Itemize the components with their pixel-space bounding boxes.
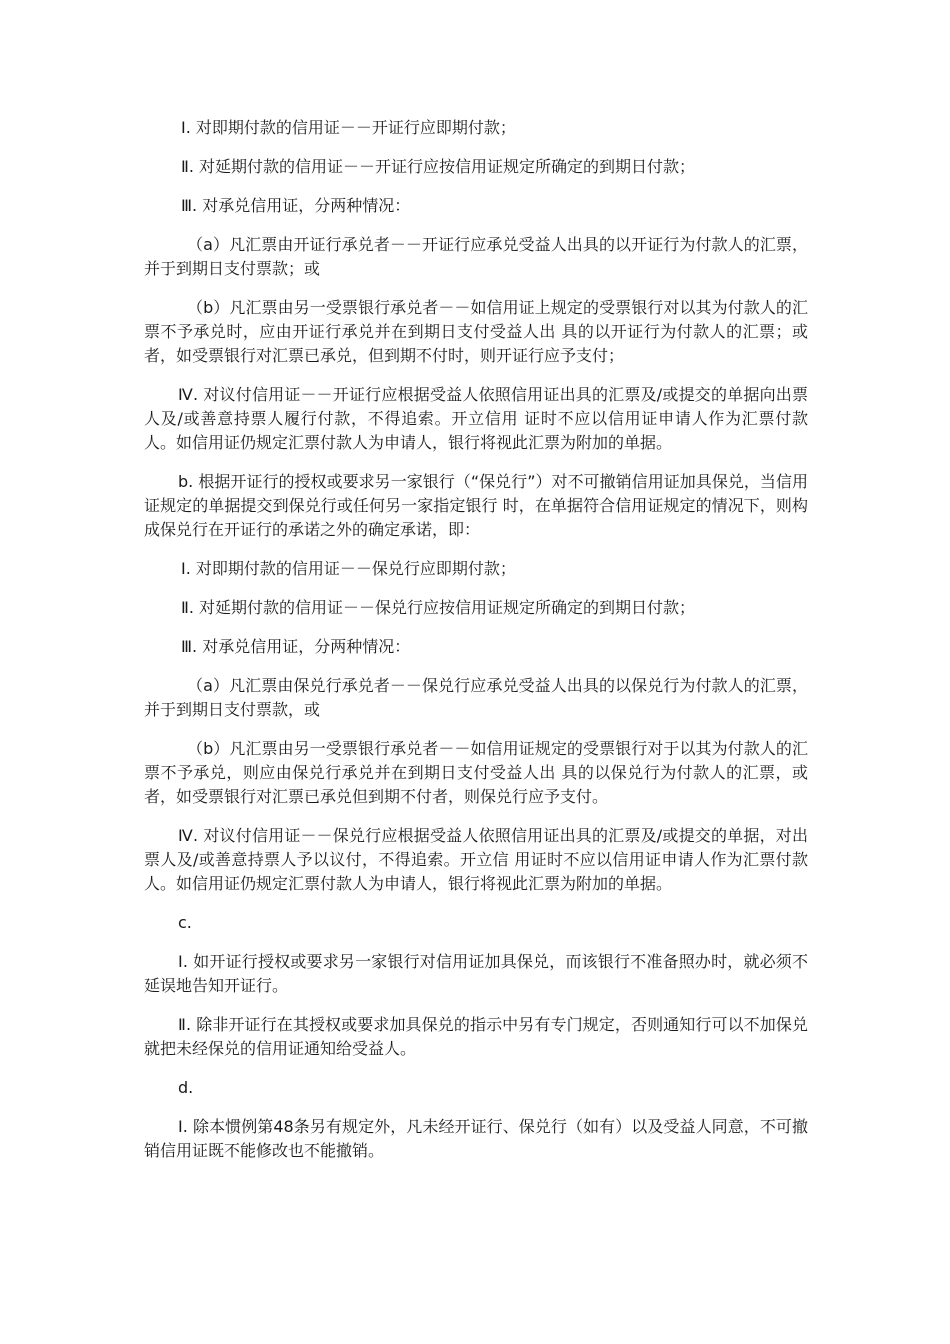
- paragraph-5: （b）凡汇票由另一受票银行承兑者－－如信用证上规定的受票银行对以其为付款人的汇票不予承兑时，应由开证行承兑并在到期日支付受益人出 具的以开证行为付款人的汇票；或者，如受票银行对汇票已承兑，但到期不付时，则开证行应予支付；: [144, 298, 808, 365]
- paragraph-10: Ⅲ. 对承兑信用证，分两种情况：: [181, 637, 411, 656]
- paragraph-15: Ⅰ. 如开证行授权或要求另一家银行对信用证加具保兑，而该银行不准备照办时，就必须不延误地告知开证行。: [144, 952, 808, 995]
- paragraph-7: b. 根据开证行的授权或要求另一家银行（“保兑行”）对不可撤销信用证加具保兑，当信用证规定的单据提交到保兑行或任何另一家指定银行 时，在单据符合信用证规定的情况下，则构成保兑行在开证行的承诺之外的确定承诺，即：: [144, 472, 808, 539]
- paragraph-2: Ⅱ. 对延期付款的信用证－－开证行应按信用证规定所确定的到期日付款；: [181, 157, 696, 176]
- paragraph-1: Ⅰ. 对即期付款的信用证－－开证行应即期付款；: [181, 118, 516, 137]
- paragraph-8: Ⅰ. 对即期付款的信用证－－保兑行应即期付款；: [181, 559, 516, 578]
- paragraph-14: c.: [178, 913, 192, 932]
- paragraph-12: （b）凡汇票由另一受票银行承兑者－－如信用证规定的受票银行对于以其为付款人的汇票不予承兑，则应由保兑行承兑并在到期日支付受益人出 具的以保兑行为付款人的汇票，或者，如受票银行对汇票已承兑但到期不付者，则保兑行应予支付。: [144, 739, 808, 806]
- paragraph-3: Ⅲ. 对承兑信用证，分两种情况：: [181, 196, 411, 215]
- paragraph-18: Ⅰ. 除本惯例第48条另有规定外，凡未经开证行、保兑行（如有）以及受益人同意，不可撤销信用证既不能修改也不能撤销。: [144, 1117, 808, 1160]
- paragraph-9: Ⅱ. 对延期付款的信用证－－保兑行应按信用证规定所确定的到期日付款；: [181, 598, 696, 617]
- paragraph-17: d.: [178, 1078, 194, 1097]
- paragraph-6: Ⅳ. 对议付信用证－－开证行应根据受益人依照信用证出具的汇票及/或提交的单据向出票人及/或善意持票人履行付款，不得追索。开立信用 证时不应以信用证申请人作为汇票付款人。如信用证仍规定汇票付款人为申请人，银行将视此汇票为附加的单据。: [144, 385, 808, 452]
- paragraph-11: （a）凡汇票由保兑行承兑者－－保兑行应承兑受益人出具的以保兑行为付款人的汇票，并于到期日支付票款，或: [144, 676, 808, 719]
- paragraph-4: （a）凡汇票由开证行承兑者－－开证行应承兑受益人出具的以开证行为付款人的汇票，并于到期日支付票款；或: [144, 235, 808, 278]
- document-body: [144, 116, 808, 1163]
- paragraph-16: Ⅱ. 除非开证行在其授权或要求加具保兑的指示中另有专门规定，否则通知行可以不加保兑就把未经保兑的信用证通知给受益人。: [144, 1015, 808, 1058]
- paragraph-13: Ⅳ. 对议付信用证－－保兑行应根据受益人依照信用证出具的汇票及/或提交的单据，对出票人及/或善意持票人予以议付，不得追索。开立信 用证时不应以信用证申请人作为汇票付款人。如信用证仍规定汇票付款人为申请人，银行将视此汇票为附加的单据。: [144, 826, 808, 893]
